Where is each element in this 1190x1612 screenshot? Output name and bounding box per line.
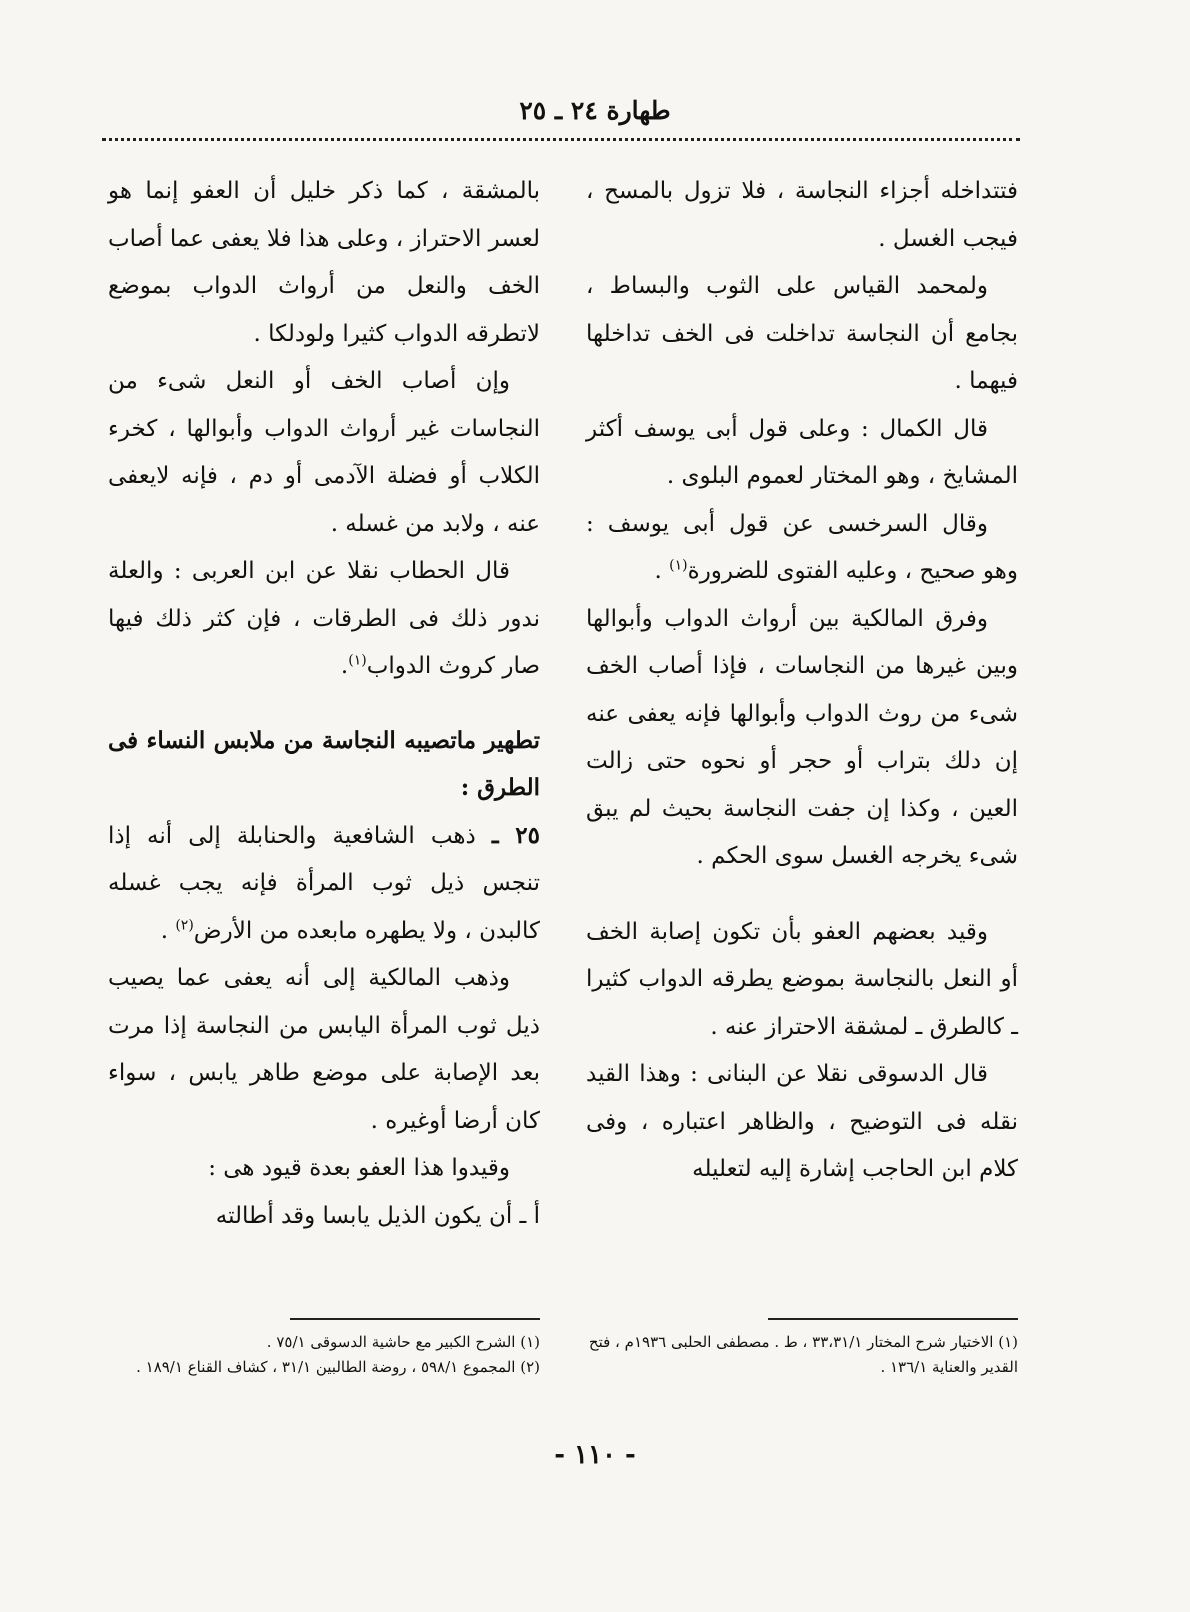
section-number: ٢٥ ـ (491, 821, 541, 849)
paragraph-tail: . (340, 653, 349, 679)
paragraph: وفرق المالكية بين أرواث الدواب وأبوالها وبين غيرها من النجاسات ، فإذا أصاب الخف شىء من روث الدواب وأبوالها فإنه يعفى عنه إن دلك بتراب أو حجر أو نحوه حتى زالت العين ، وكذا إن جفت النجاسة بحيث لم يبق شىء يخرجه الغسل سوى الحكم . (586, 605, 1018, 869)
paragraph: بالمشقة ، كما ذكر خليل أن العفو إنما هو لعسر الاحتراز ، وعلى هذا فلا يعفى عما أصاب الخف والنعل من أرواث الدواب بموضع لاتطرقه الدواب كثيرا ولودلكا . (108, 178, 540, 347)
section-heading: تطهير ماتصيبه النجاسة من ملابس النساء فى الطرق : (108, 726, 540, 801)
page-number: - ١١٠ - (554, 1440, 636, 1470)
paragraph (108, 548, 540, 691)
paragraph: وقيد بعضهم العفو بأن تكون إصابة الخف أو النعل بالنجاسة بموضع يطرقه الدواب كثيرا ـ كالطرق ـ لمشقة الاحتراز عنه . (586, 918, 1018, 1040)
paragraph: وإن أصاب الخف أو النعل شىء من النجاسات غير أرواث الدواب وأبوالها ، كخرء الكلاب أو فضلة الآدمى أو دم ، فإنه لايعفى عنه ، ولابد من غسله . (108, 368, 540, 537)
footnotes-left (108, 1330, 540, 1380)
paragraph: فتتداخله أجزاء النجاسة ، فلا تزول بالمسح ، فيجب الغسل . (586, 178, 1018, 252)
title-divider (102, 138, 1020, 141)
footnote-ref-1: (١) (348, 652, 367, 669)
footnote: (١) الاختيار شرح المختار ٣٣،٣١/١ ، ط . مصطفى الحلبى ١٩٣٦م ، فتح القدير والعناية ١٣٦/١ . (588, 1333, 1018, 1376)
footnote: (١) الشرح الكبير مع حاشية الدسوقى ٧٥/١ . (266, 1333, 540, 1351)
paragraph-tail: . (654, 558, 670, 584)
footnote-divider (290, 1318, 540, 1320)
paragraph: وقيدوا هذا العفو بعدة قيود هى : (208, 1155, 510, 1181)
paragraph-text: قال الحطاب نقلا عن ابن العربى : والعلة ندور ذلك فى الطرقات ، فإن كثر ذلك فيها صار كروث الدواب (108, 558, 540, 679)
footnote-ref-1: (١) (669, 557, 688, 574)
paragraph (586, 501, 1018, 596)
paragraph-tail: . (160, 917, 176, 944)
left-column (108, 168, 540, 1240)
footnote-divider (768, 1318, 1018, 1320)
paragraph (108, 812, 540, 956)
paragraph: قال الكمال : وعلى قول أبى يوسف أكثر المشايخ ، وهو المختار لعموم البلوى . (586, 415, 1018, 489)
footnote: (٢) المجموع ٥٩٨/١ ، روضة الطالبين ٣١/١ ، كشاف القناع ١٨٩/١ . (136, 1358, 540, 1376)
footnotes-right (586, 1330, 1018, 1380)
paragraph: وذهب المالكية إلى أنه يعفى عما يصيب ذيل ثوب المرأة اليابس من النجاسة إذا مرت بعد الإصابة على موضع طاهر يابس ، سواء كان أرضا أوغيره . (108, 965, 540, 1134)
paragraph: قال الدسوقى نقلا عن البنانى : وهذا القيد نقله فى التوضيح ، والظاهر اعتباره ، وفى كلام ابن الحاجب إشارة إليه لتعليله (586, 1061, 1018, 1182)
paragraph: ولمحمد القياس على الثوب والبساط ، بجامع أن النجاسة تداخلت فى الخف تداخلها فيهما . (586, 273, 1018, 394)
page-title: طهارة ٢٤ ـ ٢٥ (519, 96, 671, 125)
right-column (586, 168, 1018, 1194)
paragraph: أ ـ أن يكون الذيل يابسا وقد أطالته (215, 1202, 540, 1229)
footnote-ref-2: (٢) (175, 916, 194, 933)
paragraph-text: ذهب الشافعية والحنابلة إلى أنه إذا تنجس ذيل ثوب المرأة فإنه يجب غسله كالبدن ، ولا يطهره مابعده من الأرض (108, 822, 540, 944)
paragraph-text: وقال السرخسى عن قول أبى يوسف : وهو صحيح ، وعليه الفتوى للضرورة (586, 510, 1018, 584)
